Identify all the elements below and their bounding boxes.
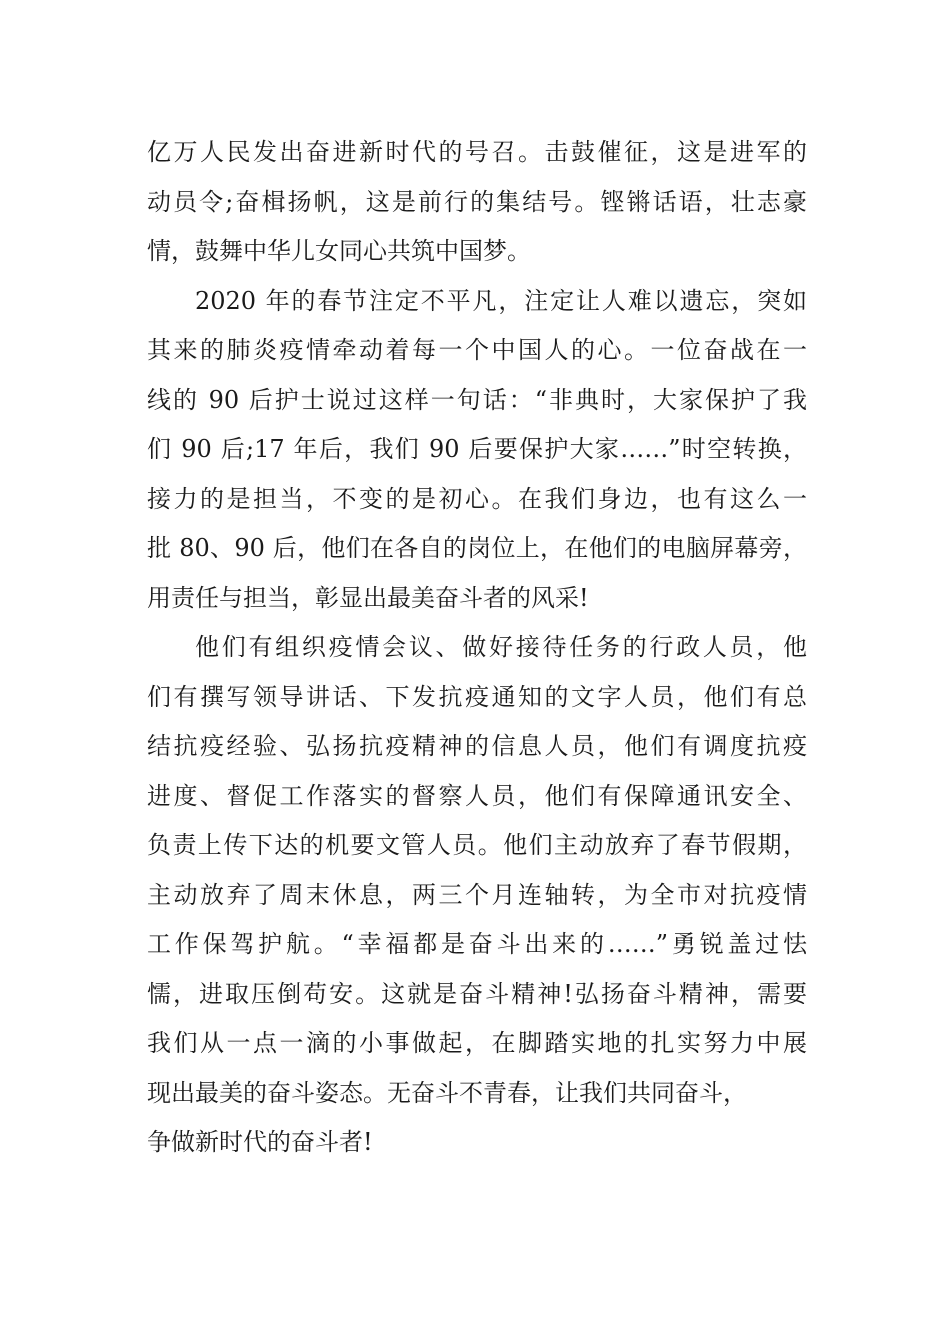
text-line: 负责上传下达的机要文管人员。他们主动放弃了春节假期， (147, 831, 807, 859)
text-line: 进度、督促工作落实的督察人员，他们有保障通讯安全、 (147, 781, 807, 810)
text-line: 接力的是担当，不变的是初心。在我们身边，也有这么一 (147, 484, 807, 513)
text-line: 线的 90 后护士说过这样一句话：“非典时，大家保护了我 (147, 385, 807, 414)
text-line: 工作保驾护航。“幸福都是奋斗出来的……”勇锐盖过怯 (147, 930, 807, 958)
text-line: 争做新时代的奋斗者! (147, 1128, 373, 1156)
text-line: 主动放弃了周末休息，两三个月连轴转，为全市对抗疫情 (147, 880, 807, 909)
text-line: 动员令;奋楫扬帆，这是前行的集结号。铿锵话语，壮志豪 (147, 187, 807, 216)
text-line: 结抗疫经验、弘扬抗疫精神的信息人员，他们有调度抗疫 (147, 732, 807, 760)
text-line: 其来的肺炎疫情牵动着每一个中国人的心。一位奋战在一 (147, 336, 807, 364)
text-line: 懦，进取压倒苟安。这就是奋斗精神!弘扬奋斗精神，需要 (147, 979, 807, 1008)
paragraph-start-line: 2020 年的春节注定不平凡，注定让人难以遗忘，突如 (195, 286, 807, 315)
text-line: 用责任与担当，彰显出最美奋斗者的风采! (147, 583, 589, 612)
text-line: 情，鼓舞中华儿女同心共筑中国梦。 (147, 237, 531, 265)
text-line: 我们从一点一滴的小事做起，在脚踏实地的扎实努力中展 (147, 1029, 807, 1057)
paragraph-start-line: 他们有组织疫情会议、做好接待任务的行政人员，他 (195, 633, 807, 661)
text-line: 批 80、90 后，他们在各自的岗位上，在他们的电脑屏幕旁， (147, 534, 807, 562)
text-line: 们有撰写领导讲话、下发抗疫通知的文字人员，他们有总 (147, 682, 807, 711)
text-line: 亿万人民发出奋进新时代的号召。击鼓催征，这是进军的 (147, 138, 807, 166)
text-line: 现出最美的奋斗姿态。无奋斗不青春，让我们共同奋斗， (147, 1078, 747, 1107)
body-text (147, 128, 807, 1168)
text-line: 们 90 后;17 年后，我们 90 后要保护大家……”时空转换， (147, 435, 807, 463)
